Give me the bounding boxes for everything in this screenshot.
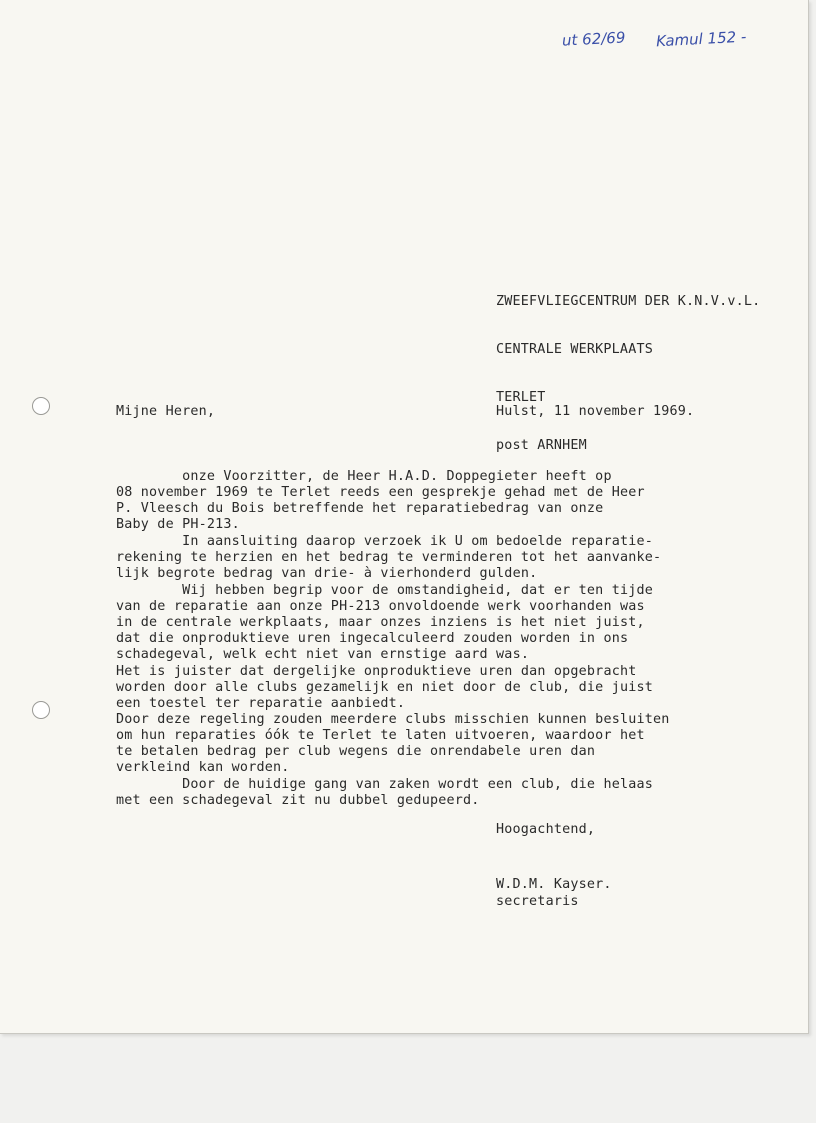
body-line: rekening te herzien en het bedrag te verminderen tot het aanvanke- — [116, 550, 662, 565]
signatory-name: W.D.M. Kayser. — [496, 877, 612, 892]
body-line: van de reparatie aan onze PH-213 onvoldoende werk voorhanden was — [116, 599, 645, 614]
body-line: verkleind kan worden. — [116, 760, 290, 775]
body-line: lijk begrote bedrag van drie- à vierhonderd gulden. — [116, 566, 538, 581]
body-line: schadegeval, welk echt niet van ernstige aard was. — [116, 647, 530, 662]
body-line: om hun reparaties óók te Terlet te laten uitvoeren, waardoor het — [116, 728, 645, 743]
body-line: te betalen bedrag per club wegens die onrendabele uren dan — [116, 744, 596, 759]
handwritten-note-reference: ut 62/69 — [561, 28, 626, 50]
body-line: P. Vleesch du Bois betreffende het reparatiebedrag van onze — [116, 501, 604, 516]
handwritten-note-archive: Kamul 152 - — [655, 27, 747, 51]
body-line: Het is juister dat dergelijke onproduktieve uren dan opgebracht — [116, 664, 637, 679]
place-and-date: Hulst, 11 november 1969. — [496, 404, 695, 419]
body-line: Door de huidige gang van zaken wordt een club, die helaas — [116, 777, 654, 792]
punch-hole — [32, 701, 50, 719]
body-line: met een schadegeval zit nu dubbel gedupeerd. — [116, 793, 480, 808]
punch-hole — [32, 397, 50, 415]
body-line: Wij hebben begrip voor de omstandigheid, dat er ten tijde — [116, 583, 654, 598]
address-line: post ARNHEM — [496, 438, 587, 453]
body-line: een toestel ter reparatie aanbiedt. — [116, 696, 406, 711]
body-line: dat die onproduktieve uren ingecalculeerd zouden worden in ons — [116, 631, 629, 646]
address-line: CENTRALE WERKPLAATS — [496, 342, 653, 357]
address-line: TERLET — [496, 390, 546, 405]
signatory-title: secretaris — [496, 894, 579, 909]
body-line: in de centrale werkplaats, maar onzes inziens is het niet juist, — [116, 615, 645, 630]
recipient-address — [496, 262, 760, 486]
address-line: ZWEEFVLIEGCENTRUM DER K.N.V.v.L. — [496, 294, 761, 309]
body-line: 08 november 1969 te Terlet reeds een gesprekje gehad met de Heer — [116, 485, 645, 500]
body-line: Baby de PH-213. — [116, 517, 240, 532]
body-line: In aansluiting daarop verzoek ik U om bedoelde reparatie- — [116, 534, 654, 549]
body-line: onze Voorzitter, de Heer H.A.D. Doppegieter heeft op — [116, 469, 612, 484]
body-line: worden door alle clubs gezamelijk en niet door de club, die juist — [116, 680, 654, 695]
letter-body — [116, 469, 716, 809]
closing: Hoogachtend, — [496, 822, 596, 837]
salutation: Mijne Heren, — [116, 404, 216, 419]
body-line: Door deze regeling zouden meerdere clubs misschien kunnen besluiten — [116, 712, 670, 727]
